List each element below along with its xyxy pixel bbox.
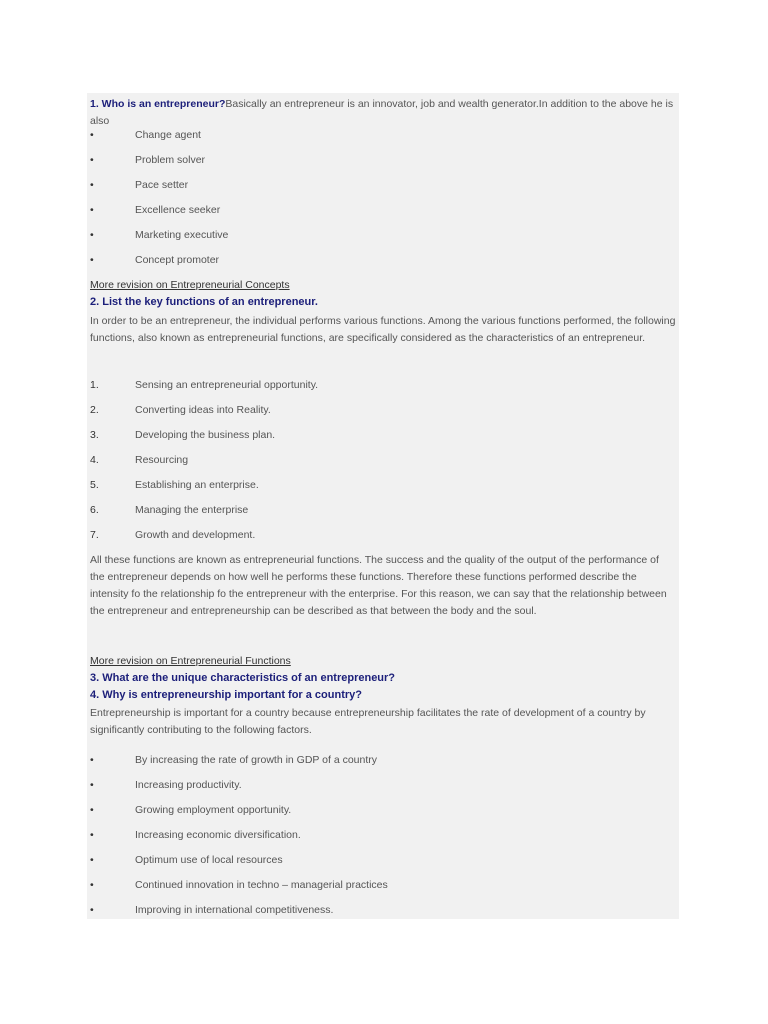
q1-question: 1. Who is an entrepreneur?	[90, 98, 226, 110]
bullet-icon: •	[90, 754, 94, 766]
bullet-icon: •	[90, 804, 94, 816]
function-text: Converting ideas into Reality.	[135, 404, 271, 416]
factor-text: Growing employment opportunity.	[135, 804, 292, 816]
factor-text: Improving in international competitiveness.	[135, 904, 334, 916]
list-item	[90, 804, 650, 820]
list-item	[90, 154, 650, 170]
entrepreneurial-functions-link[interactable]: More revision on Entrepreneurial Functions	[90, 655, 291, 667]
functions-summary: All these functions are known as entrepreneurial functions. The success and the quality of the output of the performance of the entrepreneur depends on how well he performs these functions. Therefore these functions performed describe the intensity fo the relationship fo the entrepreneur with the enterprise. For this reason, we can say that the relationship between the entrepreneur and entrepreneurship can be described as that between the body and the soul.	[90, 554, 667, 617]
list-number: 7.	[90, 529, 99, 541]
list-number: 3.	[90, 429, 99, 441]
q4-intro: Entrepreneurship is important for a country because entrepreneurship facilitates the rate of development of a country by significantly contributing to the following factors.	[90, 707, 646, 736]
factor-text: Optimum use of local resources	[135, 854, 283, 866]
function-text: Establishing an enterprise.	[135, 479, 259, 491]
list-number: 5.	[90, 479, 99, 491]
q4-heading: 4. Why is entrepreneurship important for a country?	[90, 689, 362, 701]
bullet-icon: •	[90, 154, 94, 166]
bullet-icon: •	[90, 829, 94, 841]
function-text: Growth and development.	[135, 529, 256, 541]
list-item	[90, 504, 650, 520]
role-text: Excellence seeker	[135, 204, 221, 216]
bullet-icon: •	[90, 229, 94, 241]
factor-text: By increasing the rate of growth in GDP of a country	[135, 754, 378, 766]
list-item	[90, 254, 650, 270]
entrepreneurial-concepts-link[interactable]: More revision on Entrepreneurial Concepts	[90, 279, 290, 291]
list-item	[90, 829, 650, 845]
list-item	[90, 854, 650, 870]
list-item	[90, 529, 650, 545]
bullet-icon: •	[90, 879, 94, 891]
list-item	[90, 779, 650, 795]
q1-answer: Basically an entrepreneur is an innovator, job and wealth generator.In addition to the above he is also	[90, 98, 674, 127]
list-item	[90, 429, 650, 445]
bullet-icon: •	[90, 204, 94, 216]
list-item	[90, 204, 650, 220]
function-text: Sensing an entrepreneurial opportunity.	[135, 379, 319, 391]
list-number: 2.	[90, 404, 99, 416]
factor-text: Increasing economic diversification.	[135, 829, 301, 841]
list-item	[90, 454, 650, 470]
role-text: Pace setter	[135, 179, 189, 191]
factor-text: Continued innovation in techno – managerial practices	[135, 879, 388, 891]
q1-paragraph	[90, 96, 676, 130]
bullet-icon: •	[90, 129, 94, 141]
role-text: Concept promoter	[135, 254, 220, 266]
list-item	[90, 379, 650, 395]
q2-intro: In order to be an entrepreneur, the individual performs various functions. Among the various functions performed, the following functions, also known as entrepreneurial functions, are specifically considered as the characteristics of an entrepreneur.	[90, 315, 676, 344]
bullet-icon: •	[90, 854, 94, 866]
role-text: Problem solver	[135, 154, 206, 166]
role-text: Change agent	[135, 129, 201, 141]
list-item	[90, 229, 650, 245]
list-item	[90, 754, 650, 770]
document-content	[87, 93, 679, 919]
bullet-icon: •	[90, 254, 94, 266]
function-text: Developing the business plan.	[135, 429, 276, 441]
function-text: Resourcing	[135, 454, 189, 466]
list-item	[90, 179, 650, 195]
list-item	[90, 879, 650, 895]
list-item	[90, 479, 650, 495]
q3-heading: 3. What are the unique characteristics of an entrepreneur?	[90, 672, 396, 684]
list-number: 1.	[90, 379, 99, 391]
q2-heading: 2. List the key functions of an entrepreneur.	[90, 296, 318, 308]
bullet-icon: •	[90, 779, 94, 791]
list-item	[90, 129, 650, 145]
role-text: Marketing executive	[135, 229, 229, 241]
bullet-icon: •	[90, 179, 94, 191]
function-text: Managing the enterprise	[135, 504, 249, 516]
factor-text: Increasing productivity.	[135, 779, 242, 791]
list-number: 6.	[90, 504, 99, 516]
list-item	[90, 904, 650, 920]
bullet-icon: •	[90, 904, 94, 916]
list-item	[90, 404, 650, 420]
list-number: 4.	[90, 454, 99, 466]
